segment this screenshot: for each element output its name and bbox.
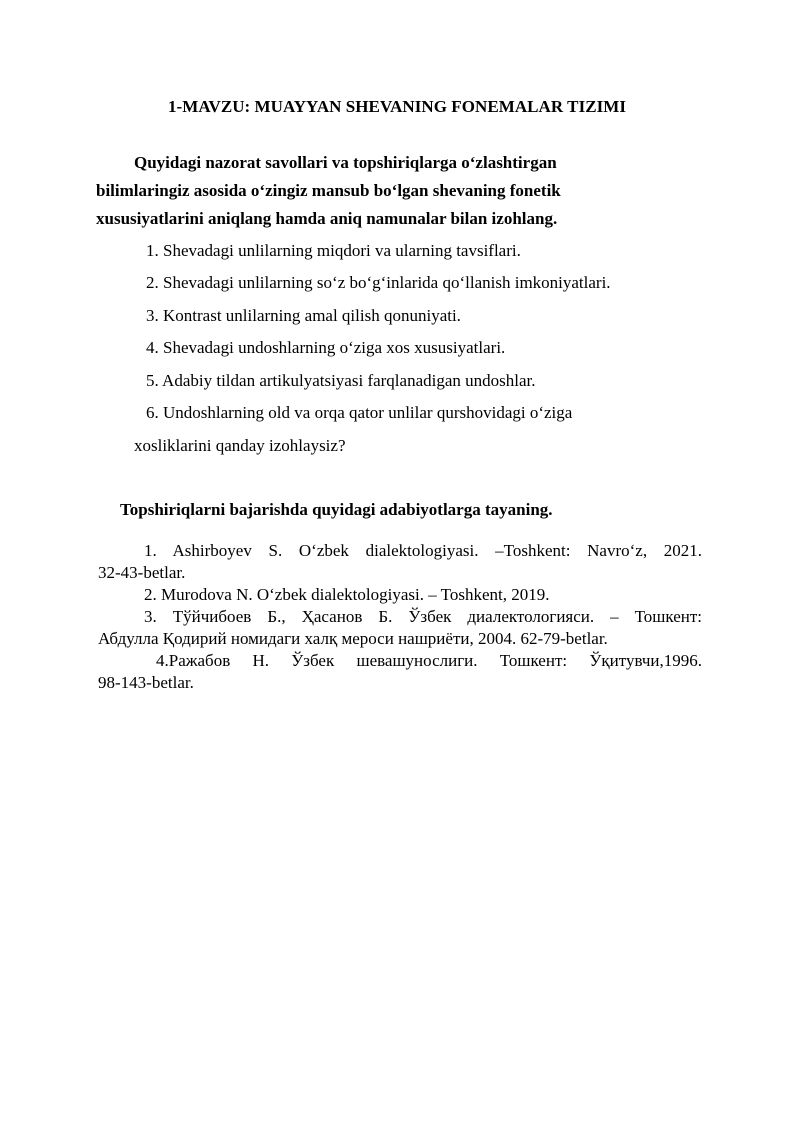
- reference-line: 32-43-betlar.: [98, 563, 186, 582]
- reference-list: [98, 540, 702, 694]
- reference-item: [98, 540, 702, 584]
- intro-line: xususiyatlarini aniqlang hamda aniq namunalar bilan izohlang.: [96, 209, 558, 228]
- question-item: 4. Shevadagi undoshlarning o‘ziga xos xususiyatlari.: [146, 338, 506, 357]
- question-item: 2. Shevadagi unlilarning so‘z bo‘g‘inlarida qo‘llanish imkoniyatlari.: [146, 273, 611, 292]
- intro-line: bilimlaringiz asosida o‘zingiz mansub bo‘lgan shevaning fonetik: [96, 181, 561, 200]
- question-item: 6. Undoshlarning old va orqa qator unlilar qurshovidagi o‘ziga: [146, 403, 573, 422]
- question-item: 3. Kontrast unlilarning amal qilish qonuniyati.: [146, 306, 461, 325]
- reference-line: 2. Murodova N. O‘zbek dialektologiyasi. – Toshkent, 2019.: [144, 585, 550, 604]
- intro-paragraph: [96, 149, 716, 233]
- page-title: 1-MAVZU: MUAYYAN SHEVANING FONEMALAR TIZIMI: [168, 97, 627, 116]
- reference-line: 3. Тўйчибоев Б., Ҳасанов Б. Ўзбек диалектологияси. – Тошкент:: [144, 607, 702, 626]
- question-item-continuation: xosliklarini qanday izohlaysiz?: [134, 436, 346, 455]
- intro-line: Quyidagi nazorat savollari va topshiriqlarga o‘zlashtirgan: [134, 153, 557, 172]
- reference-line: 1. Ashirboyev S. O‘zbek dialektologiyasi. –Toshkent: Navro‘z, 2021.: [144, 541, 702, 560]
- reference-line: 98-143-betlar.: [98, 673, 194, 692]
- reference-item: [98, 606, 702, 650]
- reference-line: Абдулла Қодирий номидаги халқ мероси нашриёти, 2004. 62-79-betlar.: [98, 629, 608, 648]
- reference-line: 4.Ражабов Н. Ўзбек шевашунослиги. Тошкент: Ўқитувчи,1996.: [156, 651, 702, 670]
- question-item: 5. Adabiy tildan artikulyatsiyasi farqlanadigan undoshlar.: [146, 371, 536, 390]
- reference-item: [98, 584, 702, 606]
- question-item: 1. Shevadagi unlilarning miqdori va ularning tavsiflari.: [146, 241, 521, 260]
- reference-item: [98, 650, 702, 694]
- references-heading: Topshiriqlarni bajarishda quyidagi adabiyotlarga tayaning.: [120, 500, 553, 519]
